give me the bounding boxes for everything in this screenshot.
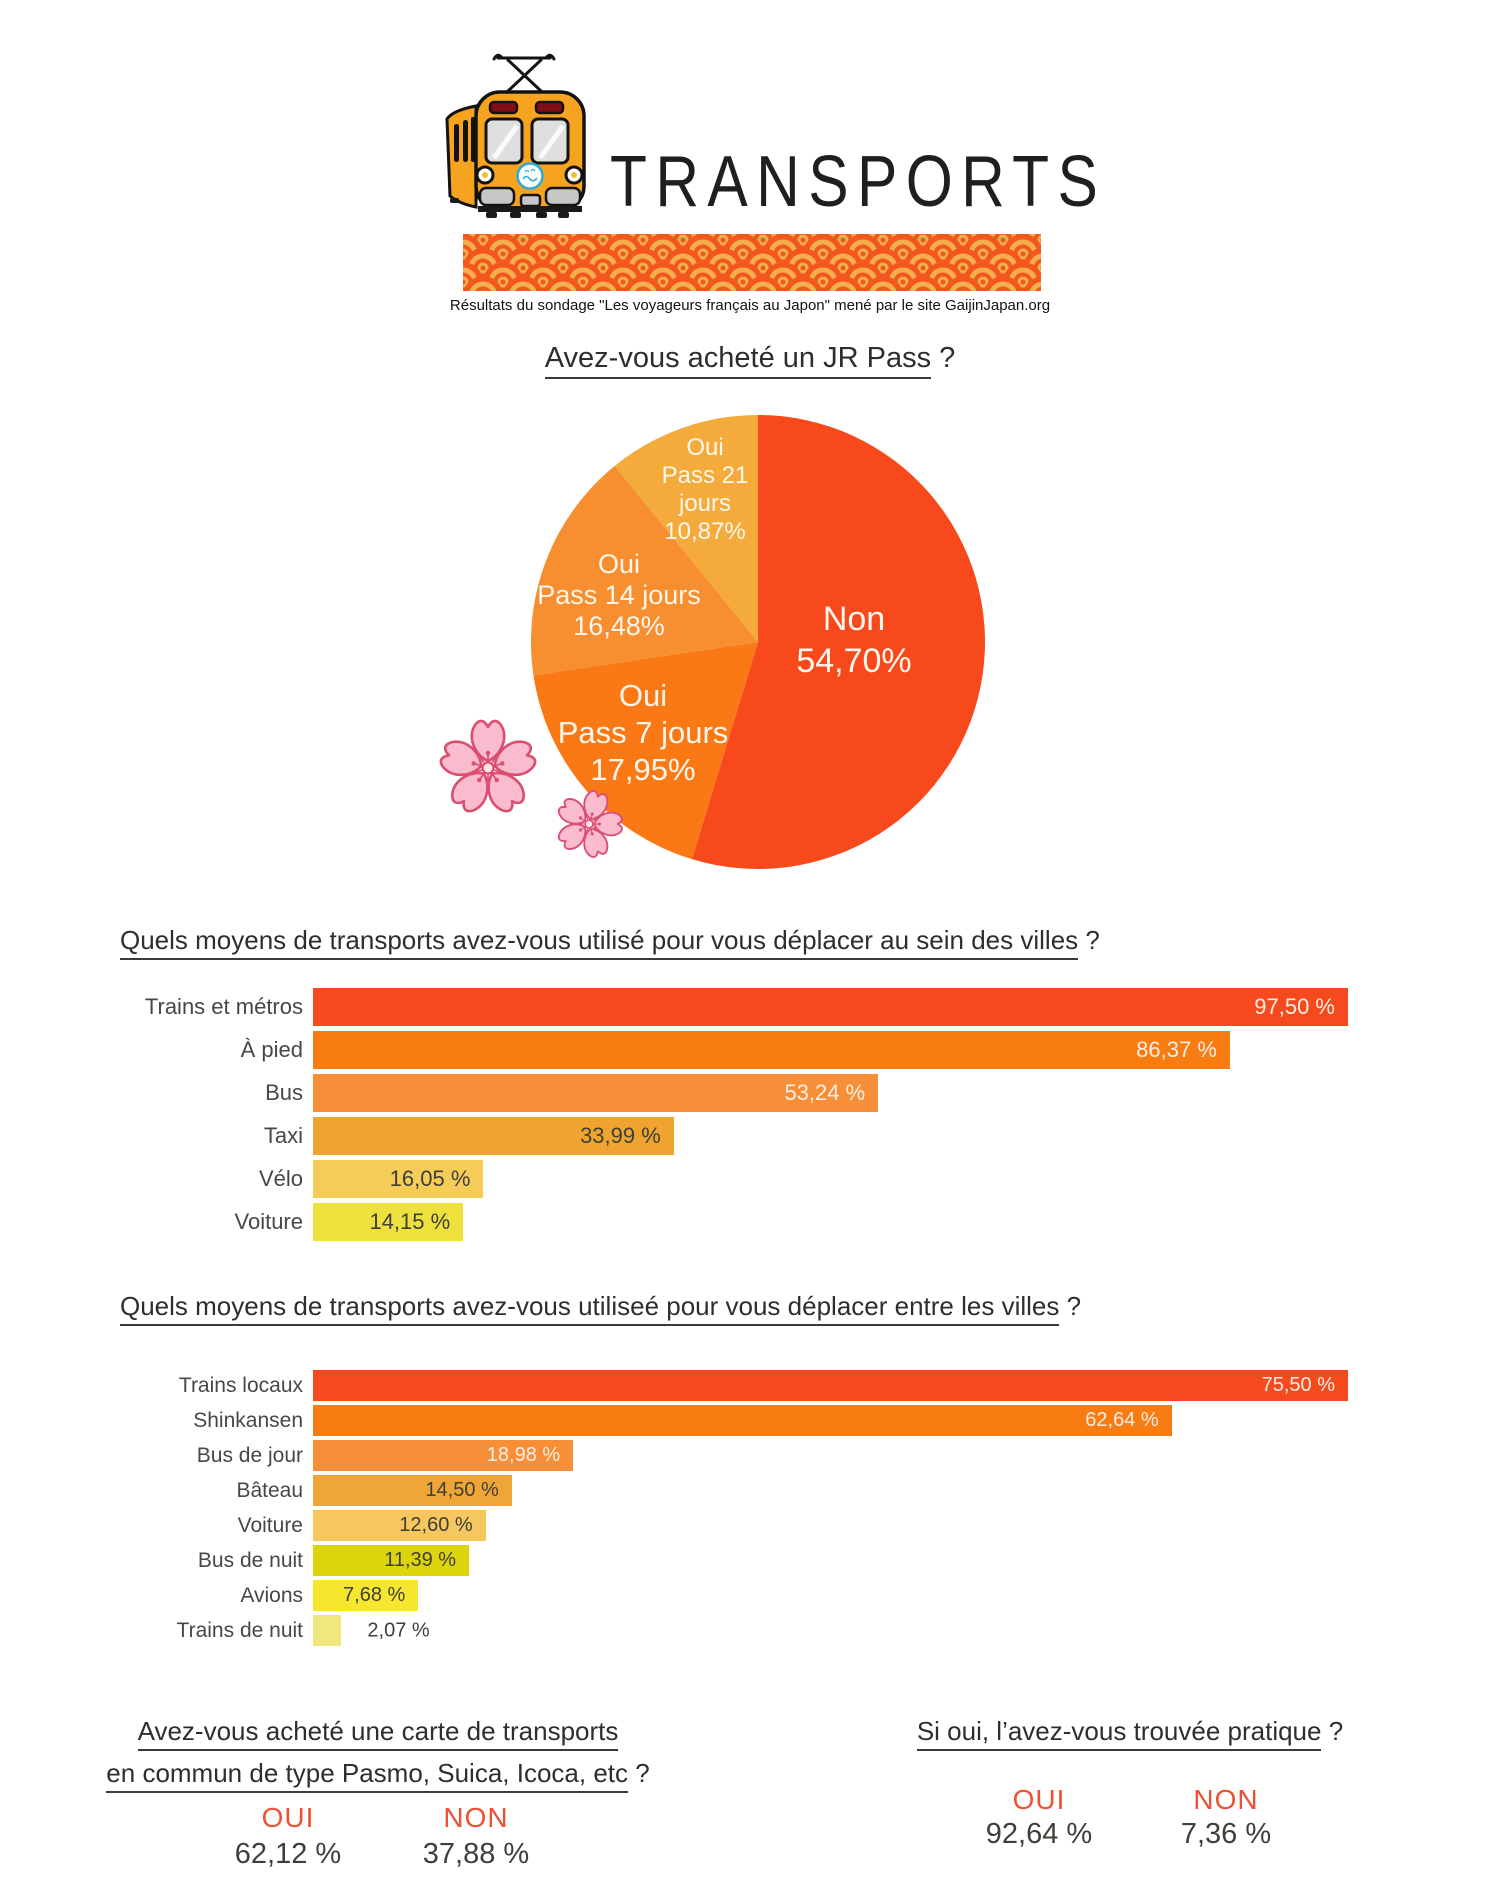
bar-track: [313, 1074, 1500, 1112]
question-card-practical: [760, 1712, 1500, 1882]
pie-slice-label: Non 54,70%: [796, 600, 912, 680]
bar: [313, 1510, 486, 1541]
question-text: en commun de type Pasmo, Suica, Icoca, etc: [106, 1758, 628, 1793]
bar-track: [313, 988, 1500, 1026]
sakura-icon: [408, 698, 643, 870]
bar-track: [313, 1203, 1500, 1241]
bar-category-label: Taxi: [263, 1123, 303, 1148]
bar-value: 11,39 %: [384, 1549, 457, 1571]
bar: [313, 1545, 469, 1576]
bar-track: [313, 1440, 1500, 1471]
bar-value: 75,50 %: [1261, 1374, 1335, 1396]
bar-value: 53,24 %: [784, 1080, 866, 1105]
bar-row: [0, 1510, 1500, 1541]
bar-category-label: Trains de nuit: [176, 1618, 303, 1642]
bar: [313, 1370, 1348, 1401]
bar-row: [0, 1074, 1500, 1112]
question-line: [0, 1712, 756, 1750]
bar-track: [313, 1545, 1500, 1576]
bar-row: [0, 988, 1500, 1026]
bar-row: [0, 1160, 1500, 1198]
question-suffix: ?: [1321, 1716, 1344, 1746]
bar-chart-between-cities: [0, 1370, 1500, 1650]
bar-value: 14,15 %: [369, 1209, 451, 1234]
chart2-title-suffix: ?: [1059, 1291, 1082, 1321]
oui-value: 62,12 %: [234, 1838, 342, 1870]
oui-value: 92,64 %: [985, 1818, 1093, 1850]
non-value: 7,36 %: [1180, 1818, 1272, 1850]
pie-slice-label: Oui Pass 7 jours 17,95%: [557, 678, 729, 787]
bar-category-label: Bâteau: [236, 1478, 303, 1502]
bar-category-label: Shinkansen: [193, 1408, 303, 1432]
question-text: Avez-vous acheté une carte de transports: [138, 1716, 619, 1751]
question-text: Si oui, l’avez-vous trouvée pratique: [917, 1716, 1322, 1751]
bar-row: [0, 1475, 1500, 1506]
bar-track: [313, 1475, 1500, 1506]
bar: [313, 1031, 1230, 1069]
seigaiha-wave-banner: [463, 234, 1041, 291]
bar: [313, 1440, 573, 1471]
bar: [313, 1615, 341, 1646]
bar-value: 2,07 %: [367, 1619, 430, 1641]
question-transport-card: [0, 1712, 756, 1882]
pie-question-suffix: ?: [931, 342, 956, 374]
pie-question-title: [0, 342, 1500, 375]
bar-row: [0, 1203, 1500, 1241]
chart1-title-suffix: ?: [1078, 925, 1100, 955]
bar-chart-within-cities: [0, 988, 1500, 1246]
bar: [313, 1117, 674, 1155]
bar: [313, 1203, 463, 1241]
non-label: NON: [1193, 1784, 1259, 1815]
bar: [313, 988, 1348, 1026]
bar-category-label: À pied: [240, 1037, 303, 1062]
bar-track: [313, 1031, 1500, 1069]
chart2-title-underlined: Quels moyens de transports avez-vous utiliseé pour vous déplacer entre les villes: [120, 1291, 1059, 1326]
chart2-title: [120, 1291, 1081, 1322]
bar-category-label: Bus de jour: [196, 1443, 303, 1467]
pie-slice-label: Oui Pass 21 jours 10,87%: [661, 434, 749, 545]
bar-row: [0, 1370, 1500, 1401]
bar-value: 18,98 %: [486, 1444, 561, 1466]
bar-value: 33,99 %: [580, 1123, 661, 1148]
bar-row: [0, 1545, 1500, 1576]
bar-value: 16,05 %: [389, 1166, 471, 1191]
bar-category-label: Vélo: [258, 1166, 303, 1191]
subtitle: Résultats du sondage "Les voyageurs français au Japon" mené par le site GaijinJapan.org: [449, 297, 1051, 314]
bar-row: [0, 1117, 1500, 1155]
bar-row: [0, 1405, 1500, 1436]
bar-value: 97,50 %: [1254, 994, 1335, 1019]
bar-track: [313, 1370, 1500, 1401]
bar-category-label: Voiture: [234, 1209, 303, 1234]
bar-category-label: Avions: [240, 1583, 303, 1607]
chart1-title: [120, 925, 1100, 956]
bar-row: [0, 1440, 1500, 1471]
bar-track: [313, 1160, 1500, 1198]
bar: [313, 1475, 512, 1506]
bar-track: [313, 1615, 1500, 1646]
bar-category-label: Trains et métros: [144, 994, 303, 1019]
bar: [313, 1074, 878, 1112]
train-icon: [424, 48, 614, 218]
question-line: [760, 1712, 1500, 1750]
bar-value: 12,60 %: [399, 1514, 473, 1536]
bar-category-label: Voiture: [237, 1513, 303, 1537]
non-label: NON: [443, 1802, 509, 1833]
bar-track: [313, 1117, 1500, 1155]
bar-category-label: Trains locaux: [178, 1373, 303, 1397]
bar-track: [313, 1510, 1500, 1541]
bar-value: 7,68 %: [343, 1584, 406, 1606]
bar-category-label: Bus: [265, 1080, 303, 1105]
bar-track: [313, 1580, 1500, 1611]
bar: [313, 1580, 418, 1611]
bar-value: 62,64 %: [1085, 1409, 1159, 1431]
bar-category-label: Bus de nuit: [197, 1548, 303, 1572]
question-line: [0, 1754, 756, 1792]
oui-label: OUI: [261, 1802, 315, 1833]
question-suffix: ?: [628, 1758, 650, 1788]
bar-row: [0, 1580, 1500, 1611]
non-value: 37,88 %: [422, 1838, 530, 1870]
oui-label: OUI: [1012, 1784, 1066, 1815]
bar: [313, 1160, 483, 1198]
pie-question-underlined: Avez-vous acheté un JR Pass: [545, 342, 931, 379]
bar-track: [313, 1405, 1500, 1436]
bar-row: [0, 1031, 1500, 1069]
bar-row: [0, 1615, 1500, 1646]
page-title: TRANSPORTS: [610, 142, 1107, 222]
pie-slice-label: Oui Pass 14 jours 16,48%: [537, 549, 701, 641]
bar: [313, 1405, 1172, 1436]
chart1-title-underlined: Quels moyens de transports avez-vous utilisé pour vous déplacer au sein des villes: [120, 925, 1078, 960]
bar-value: 14,50 %: [425, 1479, 499, 1501]
bar-value: 86,37 %: [1136, 1037, 1217, 1062]
